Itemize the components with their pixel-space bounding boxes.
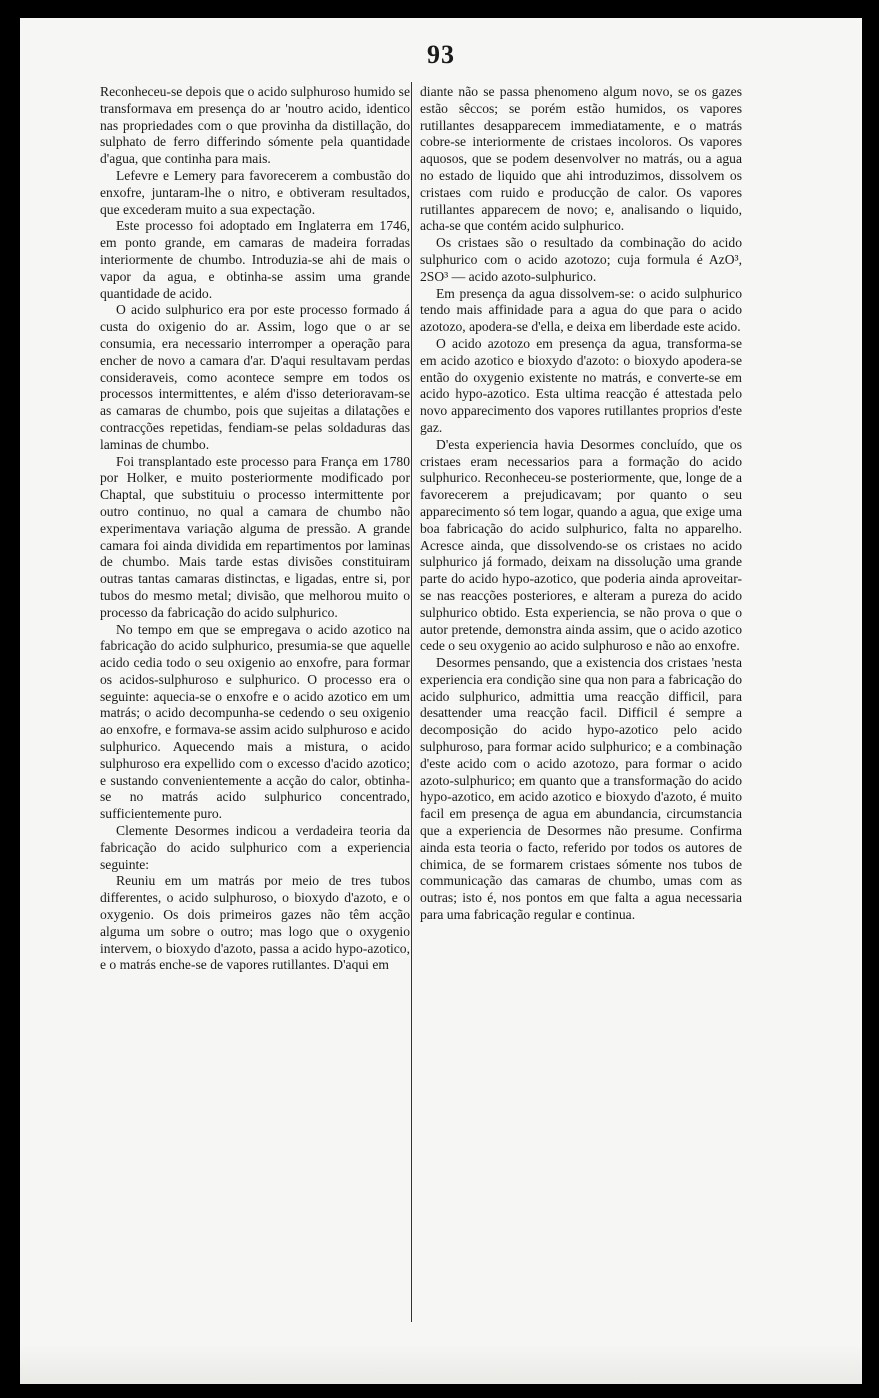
- right-column: [420, 84, 742, 924]
- paragraph: Reuniu em um matrás por meio de tres tubos differentes, o acido sulphuroso, o bioxydo d'azoto, e o oxygenio. Os dois primeiros gazes não têm acção alguma um sobre o outro; mas logo que o oxygenio intervem, o bioxydo d'azoto, passa a acido hypo-azotico, e o matrás enche-se de vapores rutillantes. D'aqui em: [100, 873, 410, 973]
- page-bottom-margin: [20, 1344, 862, 1384]
- paragraph: O acido sulphurico era por este processo formado á custa do oxigenio do ar. Assim, logo que o ar se consumia, era necessario interromper a operação para encher de novo a camara d'ar. D'aqui resultavam perdas consideraveis, como acontece sempre em todos os processos intermittentes, e além d'isso deterioravam-se as camaras de chumbo, pois que sujeitas a dilatações e contracções repetidas, fendiam-se pelas soldaduras das laminas de chumbo.: [100, 302, 410, 452]
- paragraph: O acido azotozo em presença da agua, transforma-se em acido azotico e bioxydo d'azoto: o bioxydo apodera-se então do oxygenio existente no matrás, e converte-se em acido hypo-azotico. Esta ultima reacção é attestada pelo novo apparecimento dos vapores rutillantes proprios d'este gaz.: [420, 335, 742, 435]
- paragraph: diante não se passa phenomeno algum novo, se os gazes estão sêccos; se porém estão humidos, os vapores rutillantes desapparecem immediatamente, e o matrás cobre-se interiormente de cristaes incoloros. Os vapores aquosos, que se podem desenvolver no matrás, ou a agua no estado de liquido que ahi introduzimos, dissolvem os cristaes com ruido e producção de calor. Os vapores rutillantes apparecem de novo; e, analisando o liquido, acha-se que contém acido sulphurico.: [420, 84, 742, 234]
- paragraph: Os cristaes são o resultado da combinação do acido sulphurico com o acido azotozo; cuja formula é AzO³, 2SO³ — acido azoto-sulphurico.: [420, 235, 742, 284]
- paragraph: No tempo em que se empregava o acido azotico na fabricação do acido sulphurico, presumia-se que aquelle acido cedia todo o seu oxigenio ao enxofre, para formar os acidos-sulphuroso e sulphurico. O processo era o seguinte: aquecia-se o enxofre e o acido azotico em um matrás; o acido decompunha-se cedendo o seu oxigenio ao enxofre, e formava-se assim acido sulphuroso e acido sulphurico. Aquecendo mais a mistura, o acido sulphuroso era expellido com o excesso d'acido azotico; e sustando convenientemente a acção do calor, obtinha-se no matrás acido sulphurico concentrado, sufficientemente puro.: [100, 621, 410, 822]
- page-number: 93: [427, 40, 455, 69]
- paragraph: Este processo foi adoptado em Inglaterra em 1746, em ponto grande, em camaras de madeira forradas interiormente de chumbo. Introduzia-se ahi de mais o vapor da agua, e obtinha-se assim uma grande quantidade de acido.: [100, 218, 410, 301]
- paragraph: Desormes pensando, que a existencia dos cristaes 'nesta experiencia era condição sine qua non para a fabricação do acido sulphurico, admittia uma reacção difficil, para desattender uma reacção facil. Difficil é sempre a decomposição do acido hypo-azotico pelo acido sulphuroso, para formar acido sulphurico; e a combinação d'este acido com o acido azotozo, para formar o acido azoto-sulphurico; em quanto que a transformação do acido hypo-azotico, em acido azotico e bioxydo d'azoto, é muito facil em presença de agua em abundancia, circumstancia que a experiencia de Desormes não presume. Confirma ainda esta teoria o facto, referido por todos os autores de chimica, de se formarem cristaes sómente nos tubos de communicação das camaras de chumbo, umas com as outras; isto é, nos pontos em que falta a agua necessaria para uma fabricação regular e continua.: [420, 655, 742, 923]
- paragraph: D'esta experiencia havia Desormes concluído, que os cristaes eram necessarios para a formação do acido sulphurico. Reconheceu-se posteriormente, que, longe de a favorecerem a prejudicavam; por quanto o seu apparecimento só tem logar, quando a agua, que exige uma boa fabricação do acido sulphurico, falta no apparelho. Acresce ainda, que dissolvendo-se os cristaes no acido sulphurico já formado, deixam na dissolução uma grande parte do acido hypo-azotico, que poderia ainda aproveitar-se nas reacções posteriores, e alteram a pureza do acido sulphurico obtido. Esta experiencia, se não prova o que o autor pretende, demonstra ainda assim, que o acido azotico cede o seu oxygenio ao acido sulphuroso e não ao enxofre.: [420, 436, 742, 654]
- left-column: [100, 84, 410, 974]
- column-divider: [411, 82, 412, 1322]
- paragraph: Reconheceu-se depois que o acido sulphuroso humido se transformava em presença do ar 'noutro acido, identico nas propriedades com o que provinha da distillação, do sulphato de ferro differindo sómente pela quantidade d'agua, que continha para mais.: [100, 84, 410, 167]
- book-page: [20, 18, 862, 1384]
- paragraph: Clemente Desormes indicou a verdadeira teoria da fabricação do acido sulphurico com a experiencia seguinte:: [100, 823, 410, 872]
- paragraph: Lefevre e Lemery para favorecerem a combustão do enxofre, juntaram-lhe o nitro, e obtiveram resultados, que excederam muito a sua expectação.: [100, 167, 410, 217]
- paragraph: Em presença da agua dissolvem-se: o acido sulphurico tendo mais affinidade para a agua do que para o acido azotozo, apodera-se d'ella, e deixa em liberdade este acido.: [420, 285, 742, 335]
- paragraph: Foi transplantado este processo para França em 1780 por Holker, e muito posteriormente modificado por Chaptal, que substituiu o processo intermittente por outro continuo, no qual a camara de chumbo não experimentava variação alguma de pressão. A grande camara foi ainda dividida em repartimentos por laminas de chumbo. Mais tarde estas divisões constituiram outras tantas camaras distinctas, e ligadas, entre si, por tubos do mesmo metal; divisão, que melhorou muito o processo da fabricação do acido sulphurico.: [100, 453, 410, 620]
